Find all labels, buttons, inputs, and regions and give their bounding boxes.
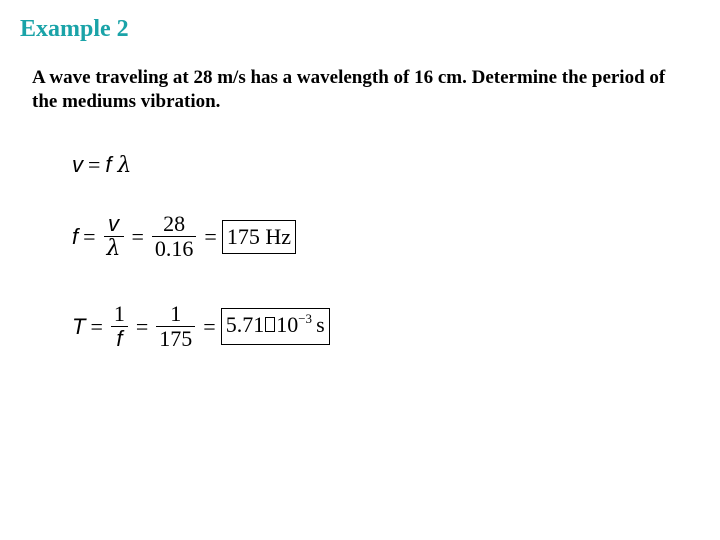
fraction-numeric (156, 302, 195, 351)
slide-title: Example 2 (20, 16, 129, 42)
denominator: 0.16 (154, 236, 194, 261)
result-base: 10 (276, 312, 299, 337)
equals-sign: = (90, 313, 103, 339)
fraction-numeric (152, 212, 197, 261)
missing-glyph-icon (265, 317, 275, 332)
numerator: 1 (113, 301, 125, 326)
fraction-v-over-lambda (104, 212, 124, 261)
equals-sign: = (131, 223, 144, 249)
equals-sign: = (83, 223, 96, 249)
denominator: 175 (159, 326, 193, 351)
var-f: f (105, 152, 112, 177)
equals-sign: = (204, 223, 217, 249)
equation-wave-speed (72, 152, 132, 178)
numerator: v (108, 211, 120, 236)
var-v: v (72, 152, 83, 177)
problem-statement: A wave traveling at 28 m/s has a wavelength of 16 cm. Determine the period of the mediums vibration. (32, 67, 666, 112)
equals-sign: = (135, 313, 149, 339)
result-box-period (221, 308, 330, 345)
result-unit: s (316, 312, 325, 337)
result-box-frequency: 175 Hz (222, 220, 296, 254)
var-f: f (72, 223, 79, 249)
result-exponent: −3 (298, 311, 313, 326)
equals-sign: = (203, 313, 216, 339)
fraction-1-over-f (111, 302, 128, 351)
equals-sign: = (88, 152, 101, 177)
var-lambda: λ (117, 152, 132, 178)
result-mantissa: 5.71 (225, 312, 265, 337)
equation-period (72, 302, 330, 351)
numerator: 1 (170, 301, 182, 326)
numerator: 28 (163, 211, 186, 236)
denominator: f (116, 326, 123, 351)
denominator: λ (106, 236, 121, 261)
equation-frequency (72, 212, 296, 261)
var-T: T (72, 313, 86, 339)
